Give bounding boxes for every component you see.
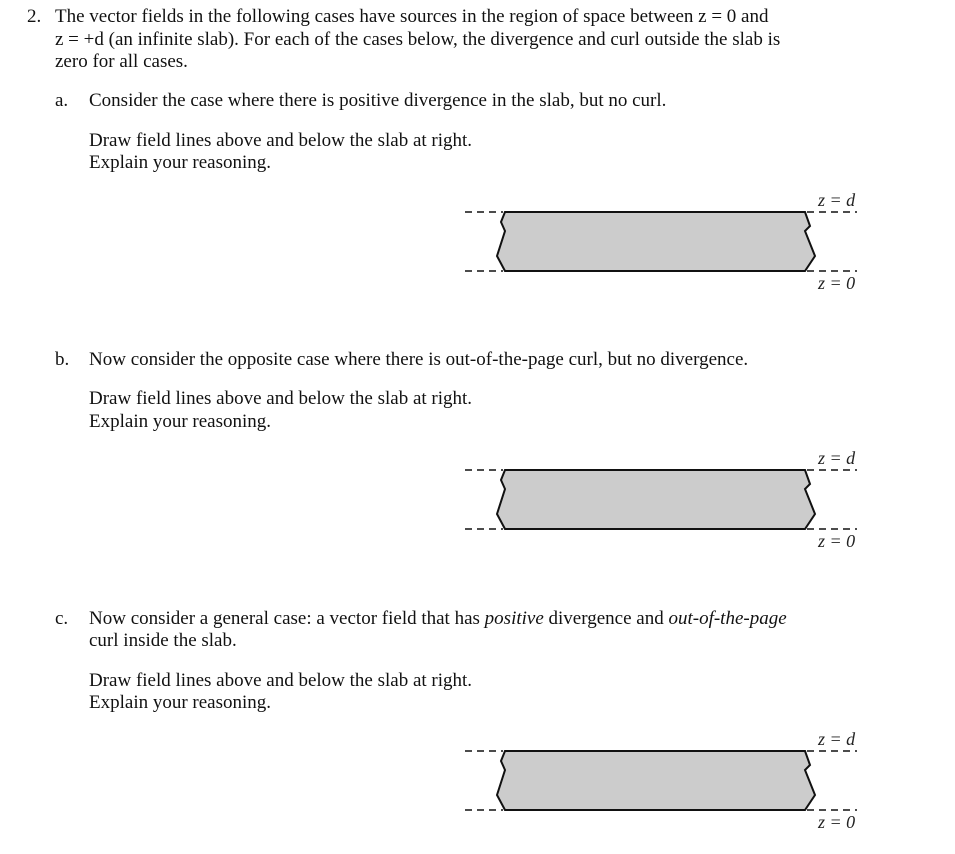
slab-shape bbox=[497, 470, 815, 529]
text: divergence and bbox=[543, 608, 669, 629]
part-b-text: Now consider the opposite case where there is out-of-the-page curl, but no divergence. bbox=[89, 349, 749, 370]
intro-line-2: z = +d (an infinite slab). For each of the cases below, the divergence and curl outside the slab is bbox=[55, 29, 781, 50]
part-c-instruction-1: Draw field lines above and below the slab at right. bbox=[89, 670, 473, 691]
z-equals-0-label: z = 0 bbox=[818, 531, 856, 551]
part-c-label: c. bbox=[55, 608, 69, 629]
part-c-instruction-2: Explain your reasoning. bbox=[89, 692, 272, 713]
intro-line-3: zero for all cases. bbox=[55, 51, 188, 72]
z-equals-0-label: z = 0 bbox=[818, 273, 856, 293]
slab-shape bbox=[497, 751, 815, 810]
slab-diagram-a bbox=[455, 190, 875, 300]
emphasis: out-of-the-page bbox=[668, 608, 787, 629]
emphasis: positive bbox=[484, 608, 544, 629]
part-a-instruction-2: Explain your reasoning. bbox=[89, 152, 272, 173]
problem-number: 2. bbox=[27, 6, 42, 27]
part-b-label: b. bbox=[55, 349, 70, 370]
part-c-text-2: curl inside the slab. bbox=[89, 630, 237, 651]
z-equals-d-label: z = d bbox=[818, 448, 856, 468]
part-b-instruction-1: Draw field lines above and below the slab at right. bbox=[89, 388, 473, 409]
part-a-instruction-1: Draw field lines above and below the slab at right. bbox=[89, 130, 473, 151]
slab-diagram-c bbox=[455, 729, 875, 839]
z-equals-0-label: z = 0 bbox=[818, 812, 856, 832]
part-c-text bbox=[89, 608, 787, 630]
z-equals-d-label: z = d bbox=[818, 190, 856, 210]
text: Now consider a general case: a vector field that has bbox=[89, 608, 485, 629]
part-a-label: a. bbox=[55, 90, 69, 111]
intro-line-1: The vector fields in the following cases have sources in the region of space between z = 0 and bbox=[55, 6, 769, 27]
slab-shape bbox=[497, 212, 815, 271]
slab-diagram-b bbox=[455, 448, 875, 558]
part-a-text: Consider the case where there is positive divergence in the slab, but no curl. bbox=[89, 90, 667, 111]
part-b-instruction-2: Explain your reasoning. bbox=[89, 411, 272, 432]
z-equals-d-label: z = d bbox=[818, 729, 856, 749]
